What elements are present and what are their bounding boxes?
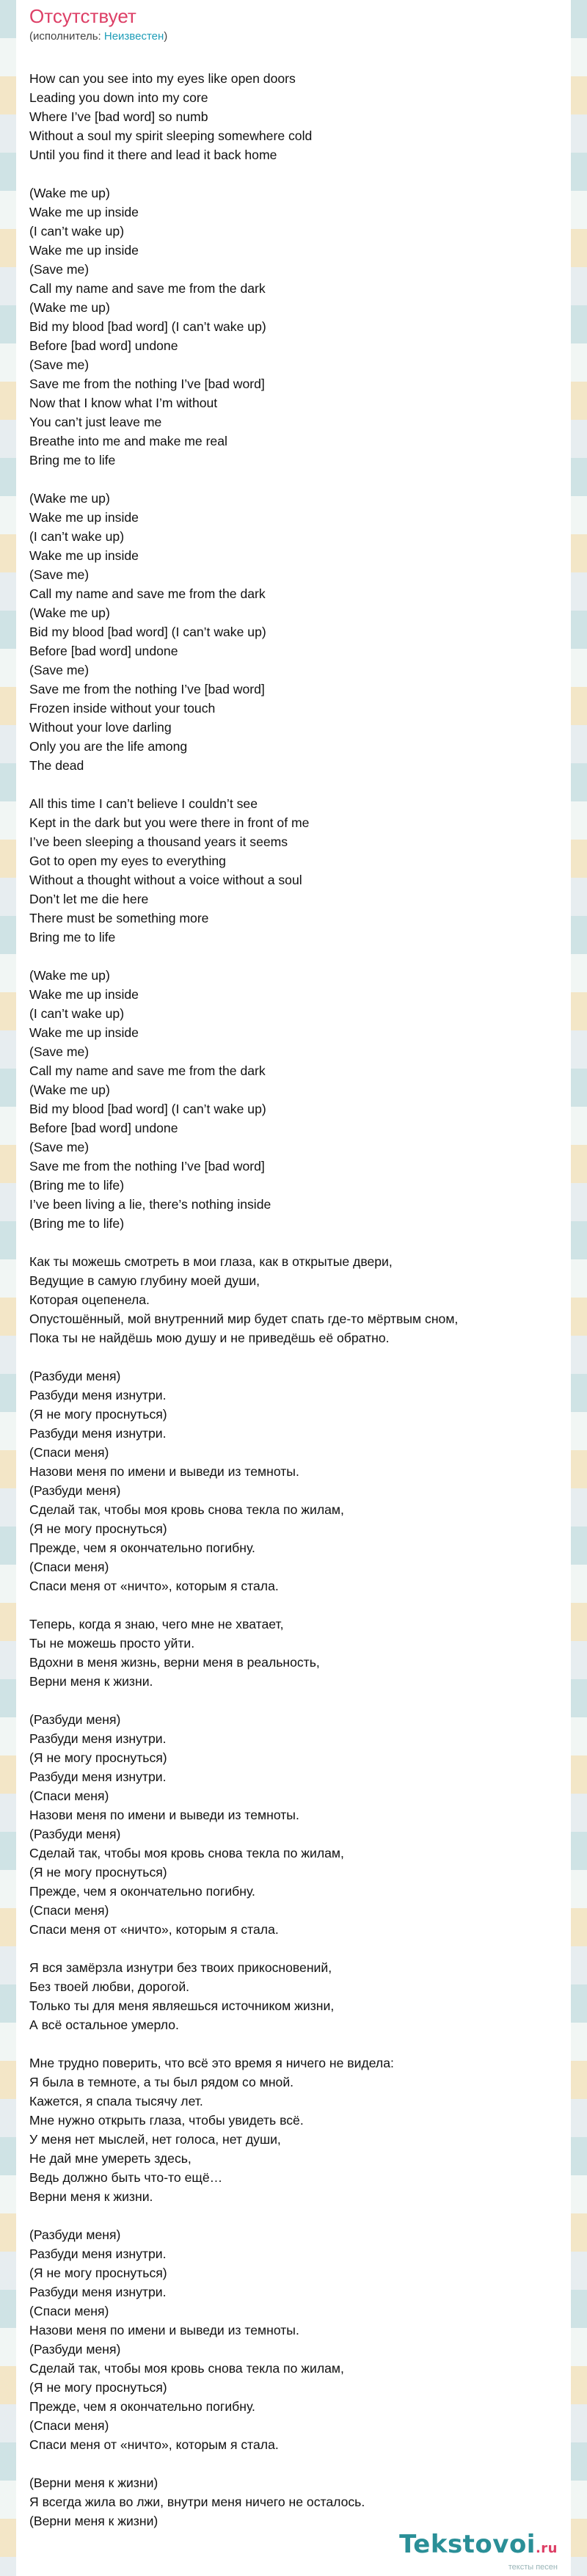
lyric-line: Прежде, чем я окончательно погибну. [29,1540,255,1555]
lyric-line: Save me from the nothing I’ve [bad word] [29,1159,265,1174]
lyric-line: Сделай так, чтобы моя кровь снова текла по жилам, [29,1502,344,1517]
lyric-line: Разбуди меня изнутри. [29,1388,167,1402]
lyric-line: Спаси меня от «ничто», которым я стала. [29,1579,279,1593]
lyric-line: Только ты для меня являешься источником жизни, [29,1998,335,2013]
lyric-line: (Wake me up) [29,968,110,983]
lyric-line: (Разбуди меня) [29,1712,121,1727]
lyric-line: Don’t let me die here [29,892,149,906]
lyric-line: Сделай так, чтобы моя кровь снова текла по жилам, [29,2361,344,2376]
lyrics-page [16,0,571,2576]
lyric-line: Опустошённый, мой внутренний мир будет спать где-то мёртвым сном, [29,1311,459,1326]
lyric-line: Save me from the nothing I’ve [bad word] [29,376,265,391]
lyric-line: Разбуди меня изнутри. [29,2246,167,2261]
lyric-line: (I can’t wake up) [29,1006,125,1021]
lyric-line: (Спаси меня) [29,1445,109,1460]
lyric-line: Wake me up inside [29,205,139,219]
lyric-line: Которая оцепенела. [29,1292,150,1307]
lyric-line: (Спаси меня) [29,2304,109,2318]
lyric-line: Сделай так, чтобы моя кровь снова текла по жилам, [29,1846,344,1860]
lyric-line: (Wake me up) [29,186,110,200]
lyric-line: Ты не можешь просто уйти. [29,1636,195,1651]
lyric-line: (Save me) [29,663,90,677]
performer-link[interactable]: Неизвестен [103,30,164,43]
lyric-line: Прежде, чем я окончательно погибну. [29,2399,255,2414]
lyric-line: (Спаси меня) [29,1560,109,1574]
watermark-brand-name: Tekstovoi [399,2530,536,2559]
lyric-line: Разбуди меня изнутри. [29,2285,167,2299]
lyric-line: Мне трудно поверить, что всё это время я ничего не видела: [29,2056,394,2070]
lyric-line: Without your love darling [29,720,172,735]
lyric-line: Without a soul my spirit sleeping somewhere cold [29,128,313,143]
lyric-line: Bid my blood [bad word] (I can’t wake up) [29,319,266,334]
lyric-line: Пока ты не найдёшь мою душу и не приведёшь её обратно. [29,1331,390,1345]
lyric-line: Без твоей любви, дорогой. [29,1979,190,1994]
lyric-line: I’ve been sleeping a thousand years it seems [29,834,288,849]
lyric-line: (Спаси меня) [29,1789,109,1803]
lyric-line: Верни меня к жизни. [29,1674,153,1689]
lyric-line: Верни меня к жизни. [29,2189,153,2204]
lyric-line: Bring me to life [29,930,116,945]
stanza-gap [29,1233,558,1252]
lyric-line: У меня нет мыслей, нет голоса, нет души, [29,2132,281,2147]
watermark-tagline: тексты песен [508,2563,558,2572]
lyric-line: Спаси меня от «ничто», которым я стала. [29,1922,279,1937]
lyric-line: Спаси меня от «ничто», которым я стала. [29,2437,279,2452]
lyric-line: Wake me up inside [29,243,139,258]
lyric-line: Я вся замёрзла изнутри без твоих прикосновений, [29,1960,332,1975]
lyric-line: Разбуди меня изнутри. [29,1426,167,1441]
lyric-line: Only you are the life among [29,739,188,754]
lyric-line: (Разбуди меня) [29,1827,121,1841]
lyric-line: (Разбуди меня) [29,1483,121,1498]
lyric-line: (Я не могу проснуться) [29,1407,167,1422]
lyric-line: The dead [29,758,84,773]
lyric-line: Call my name and save me from the dark [29,281,266,296]
lyric-line: (Bring me to life) [29,1216,125,1231]
stanza-gap [29,1347,558,1367]
song-title: Отсутствует [29,5,136,27]
stanza-gap [29,164,558,183]
stanza-gap [29,2034,558,2053]
lyric-line: Bid my blood [bad word] (I can’t wake up) [29,625,266,639]
watermark-brand-tld: .ru [535,2541,558,2556]
performer-prefix: (исполнитель: [29,30,104,43]
lyric-line: (Верни меня к жизни) [29,2514,158,2528]
performer-line [29,29,167,44]
lyric-line: Bring me to life [29,453,116,467]
lyric-line: А всё остальное умерло. [29,2017,179,2032]
lyric-line: Я всегда жила во лжи, внутри меня ничего не осталось. [29,2495,365,2509]
lyric-line: Got to open my eyes to everything [29,854,226,868]
lyric-line: Wake me up inside [29,987,139,1002]
lyric-line: Назови меня по имени и выведи из темноты. [29,1808,299,1822]
lyric-line: Save me from the nothing I’ve [bad word] [29,682,265,696]
stanza-gap [29,775,558,794]
lyric-line: Call my name and save me from the dark [29,1063,266,1078]
lyric-line: How can you see into my eyes like open doors [29,71,296,86]
lyric-line: Вдохни в меня жизнь, верни меня в реальность, [29,1655,320,1670]
lyric-line: Назови меня по имени и выведи из темноты. [29,1464,299,1479]
lyric-line: Breathe into me and make me real [29,434,227,448]
lyric-line: Мне нужно открыть глаза, чтобы увидеть всё. [29,2113,304,2128]
lyric-line: Как ты можешь смотреть в мои глаза, как в открытые двери, [29,1254,393,1269]
lyric-line: Не дай мне умереть здесь, [29,2151,192,2166]
lyric-line: Разбуди меня изнутри. [29,1731,167,1746]
lyric-line: You can’t just leave me [29,415,162,429]
lyric-line: (Save me) [29,1140,90,1154]
stanza-gap [29,1596,558,1615]
lyric-line: Ведь должно быть что-то ещё… [29,2170,223,2185]
lyric-line: (Спаси меня) [29,1903,109,1918]
lyric-line: Wake me up inside [29,510,139,525]
lyric-line: (Разбуди меня) [29,2342,121,2357]
lyric-line: Wake me up inside [29,1025,139,1040]
stanza-gap [29,947,558,966]
lyric-line: Call my name and save me from the dark [29,586,266,601]
lyric-line: Теперь, когда я знаю, чего мне не хватает, [29,1617,284,1631]
lyric-line: (Разбуди меня) [29,1369,121,1383]
stanza-gap [29,470,558,489]
site-watermark-logo [399,2530,558,2572]
lyric-line: (Save me) [29,567,90,582]
lyric-line: (Wake me up) [29,1083,110,1097]
lyric-line: (Я не могу проснуться) [29,2266,167,2280]
lyric-line: Without a thought without a voice without a soul [29,873,302,887]
lyric-line: (Wake me up) [29,300,110,315]
lyric-line: (Верни меня к жизни) [29,2475,158,2490]
lyric-line: (Разбуди меня) [29,2227,121,2242]
lyric-line: (Wake me up) [29,491,110,506]
watermark-brand [399,2530,558,2563]
lyric-line: I’ve been living a lie, there’s nothing inside [29,1197,271,1212]
lyric-line: (Я не могу проснуться) [29,2380,167,2395]
lyric-line: Before [bad word] undone [29,644,178,658]
stanza-gap [29,2206,558,2225]
lyric-line: Before [bad word] undone [29,338,178,353]
lyric-line: (Bring me to life) [29,1178,125,1193]
lyric-line: (Спаси меня) [29,2418,109,2433]
lyric-line: Now that I know what I’m without [29,396,218,410]
lyric-line: (Wake me up) [29,605,110,620]
performer-suffix: ) [164,30,168,43]
lyric-line: Leading you down into my core [29,90,208,105]
stanza-gap [29,1691,558,1710]
lyric-line: Where I’ve [bad word] so numb [29,109,208,124]
lyric-line: Before [bad word] undone [29,1121,178,1135]
lyric-line: (Я не могу проснуться) [29,1521,167,1536]
lyric-line: Я была в темноте, а ты был рядом со мной. [29,2075,294,2089]
stanza-gap [29,2454,558,2473]
lyric-line: Wake me up inside [29,548,139,563]
lyric-line: Разбуди меня изнутри. [29,1769,167,1784]
lyric-line: Frozen inside without your touch [29,701,216,716]
lyric-line: Кажется, я спала тысячу лет. [29,2094,203,2109]
lyric-line: There must be something more [29,911,209,925]
lyric-line: (Save me) [29,1044,90,1059]
lyric-line: (Я не могу проснуться) [29,1750,167,1765]
lyric-line: (I can’t wake up) [29,224,125,239]
lyric-line: Назови меня по имени и выведи из темноты. [29,2323,299,2337]
lyric-line: Bid my blood [bad word] (I can’t wake up) [29,1102,266,1116]
lyric-line: Прежде, чем я окончательно погибну. [29,1884,255,1899]
lyric-line: Ведущие в самую глубину моей души, [29,1273,260,1288]
lyric-line: (Save me) [29,262,90,277]
lyric-line: (I can’t wake up) [29,529,125,544]
lyric-line: Until you find it there and lead it back home [29,148,277,162]
lyric-line: All this time I can’t believe I couldn’t see [29,796,258,811]
stanza-gap [29,1939,558,1958]
lyric-line: Kept in the dark but you were there in front of me [29,815,310,830]
lyrics-text [29,69,558,2530]
lyric-line: (Save me) [29,357,90,372]
lyric-line: (Я не могу проснуться) [29,1865,167,1880]
